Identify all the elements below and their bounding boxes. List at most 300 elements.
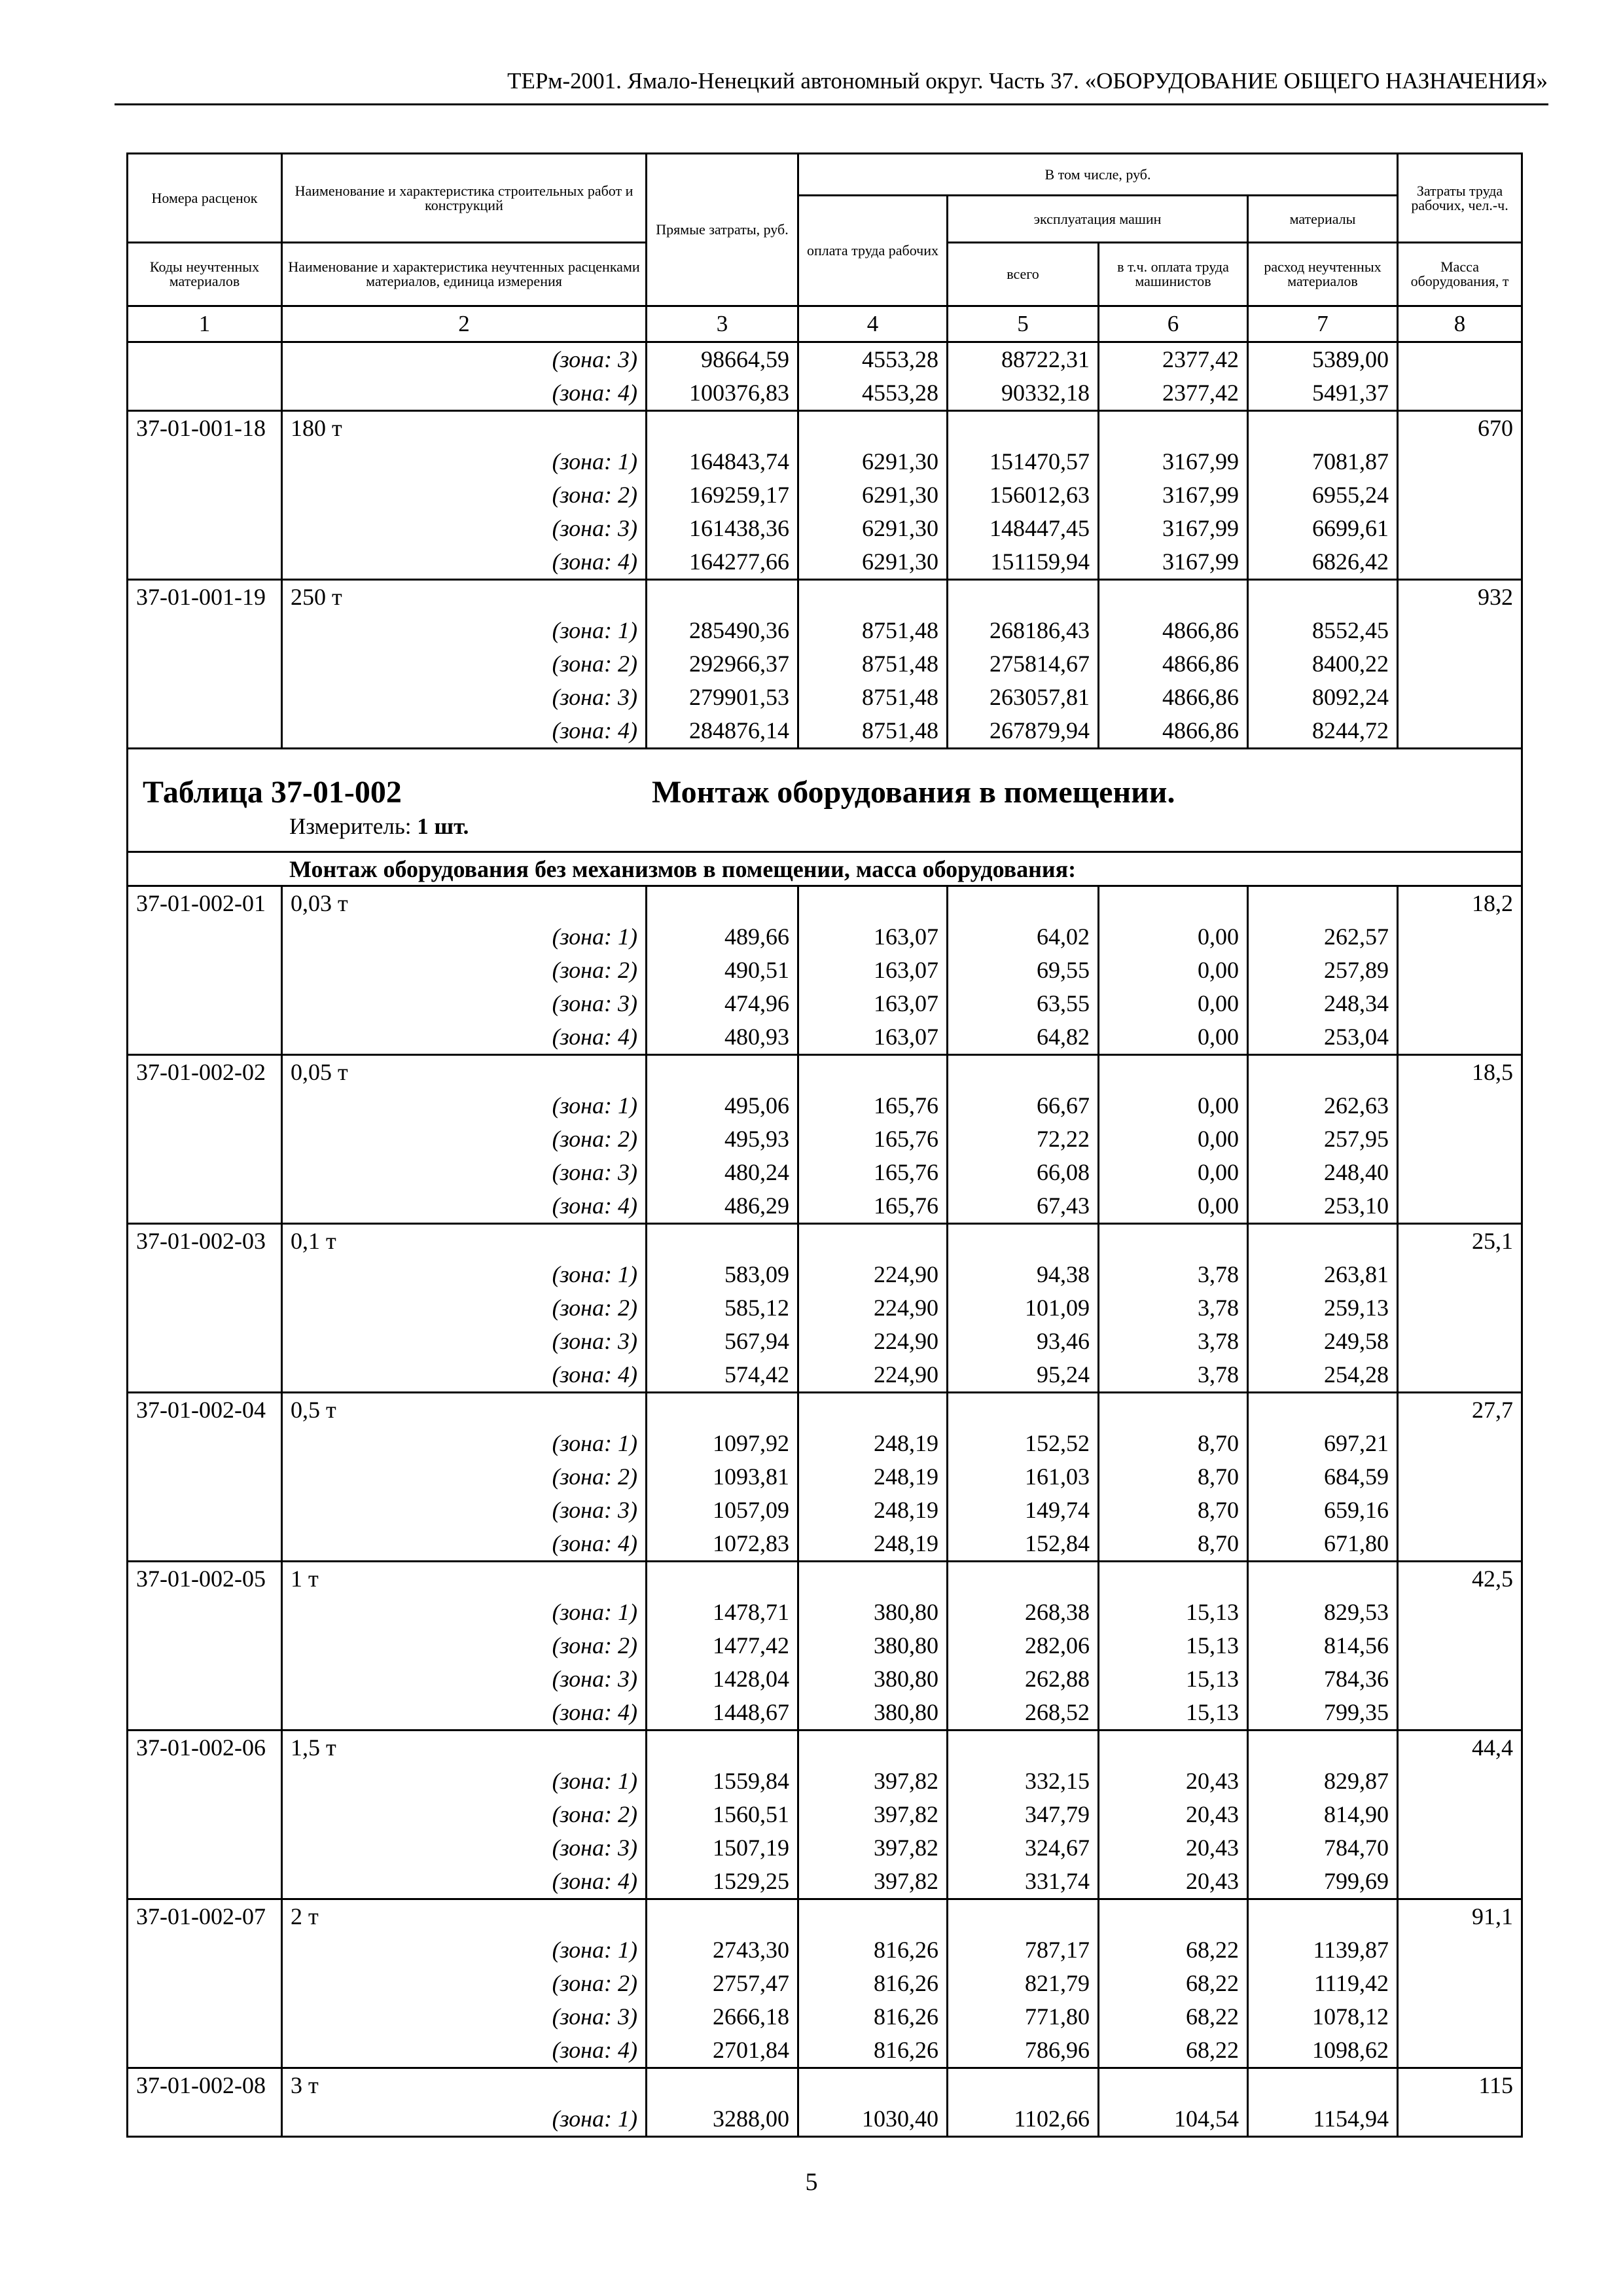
empty-cell [128,2000,282,2034]
zone-label: (зона: 3) [282,1662,647,1696]
empty-cell [1099,886,1248,921]
zone-label: (зона: 4) [282,545,647,580]
worker-pay: 6291,30 [798,512,948,545]
zone-label: (зона: 2) [282,478,647,512]
materials-cost: 257,89 [1248,954,1398,987]
direct-cost: 1448,67 [647,1696,798,1731]
zone-label: (зона: 1) [282,445,647,478]
materials-cost: 6955,24 [1248,478,1398,512]
empty-cell [128,1325,282,1358]
direct-cost: 1072,83 [647,1527,798,1562]
page-number: 5 [805,2168,818,2196]
empty-cell [647,886,798,921]
machinist-pay: 4866,86 [1099,681,1248,714]
rate-name: 2 т [282,1899,647,1934]
zone-row [128,2102,1522,2137]
rate-code: 37-01-002-08 [128,2068,282,2103]
direct-cost: 1529,25 [647,1865,798,1899]
empty-cell [948,2068,1099,2103]
empty-cell [1398,647,1522,681]
direct-cost: 1507,19 [647,1831,798,1865]
zone-row [128,512,1522,545]
direct-cost: 574,42 [647,1358,798,1393]
machinist-pay: 3167,99 [1099,512,1248,545]
machinist-pay: 0,00 [1099,1156,1248,1189]
empty-cell [1099,580,1248,615]
machine-total: 268,52 [948,1696,1099,1731]
header-rule [115,103,1548,105]
rate-name: 180 т [282,411,647,446]
worker-pay: 248,19 [798,1460,948,1494]
empty-cell [1398,1325,1522,1358]
machinist-pay: 15,13 [1099,1629,1248,1662]
zone-label: (зона: 2) [282,1967,647,2000]
labor-cost: 25,1 [1398,1224,1522,1259]
machine-total: 72,22 [948,1122,1099,1156]
zone-label: (зона: 2) [282,954,647,987]
empty-cell [798,580,948,615]
empty-cell [1398,445,1522,478]
rate-header-row [128,2068,1522,2103]
empty-cell [1398,1189,1522,1224]
worker-pay: 397,82 [798,1865,948,1899]
zone-label: (зона: 4) [282,714,647,749]
direct-cost: 284876,14 [647,714,798,749]
labor-cost: 18,5 [1398,1055,1522,1090]
header-col1-top: Номера расценок [128,154,282,243]
empty-cell [1398,920,1522,954]
zone-row [128,1358,1522,1393]
zone-label: (зона: 3) [282,681,647,714]
empty-cell [1398,1629,1522,1662]
machinist-pay: 68,22 [1099,2034,1248,2068]
materials-cost: 259,13 [1248,1291,1398,1325]
empty-cell [1398,1527,1522,1562]
direct-cost: 2743,30 [647,1933,798,1967]
zone-label: (зона: 2) [282,647,647,681]
materials-cost: 814,90 [1248,1798,1398,1831]
empty-cell [128,1967,282,2000]
direct-cost: 495,06 [647,1089,798,1122]
direct-cost: 2701,84 [647,2034,798,2068]
materials-cost: 248,34 [1248,987,1398,1020]
worker-pay: 397,82 [798,1798,948,1831]
materials-cost: 829,53 [1248,1596,1398,1629]
empty-cell [1398,1460,1522,1494]
zone-row [128,1122,1522,1156]
empty-cell [1099,1899,1248,1934]
header-col7: расход неучтенных материалов [1248,243,1398,306]
column-number: 7 [1248,306,1398,342]
direct-cost: 1477,42 [647,1629,798,1662]
empty-cell [1398,681,1522,714]
header-col5: всего [948,243,1099,306]
zone-row [128,954,1522,987]
direct-cost: 567,94 [647,1325,798,1358]
machine-total: 161,03 [948,1460,1099,1494]
direct-cost: 1097,92 [647,1427,798,1460]
worker-pay: 816,26 [798,1967,948,2000]
empty-cell [1248,1224,1398,1259]
labor-cost: 932 [1398,580,1522,615]
machinist-pay: 3,78 [1099,1358,1248,1393]
empty-cell [1398,1662,1522,1696]
worker-pay: 224,90 [798,1258,948,1291]
machine-total: 95,24 [948,1358,1099,1393]
materials-cost: 254,28 [1248,1358,1398,1393]
column-number: 4 [798,306,948,342]
machinist-pay: 0,00 [1099,1089,1248,1122]
rate-name: 1 т [282,1562,647,1596]
zone-row [128,1696,1522,1731]
empty-cell [647,1562,798,1596]
zone-label: (зона: 1) [282,1427,647,1460]
rate-header-row [128,1899,1522,1934]
rate-code: 37-01-002-02 [128,1055,282,1090]
rates-before-table-title [128,342,1522,749]
zone-row [128,714,1522,749]
empty-cell [1099,411,1248,446]
materials-cost: 248,40 [1248,1156,1398,1189]
direct-cost: 98664,59 [647,342,798,377]
materials-cost: 1119,42 [1248,1967,1398,2000]
materials-cost: 697,21 [1248,1427,1398,1460]
empty-cell [128,614,282,647]
worker-pay: 165,76 [798,1122,948,1156]
empty-cell [798,1393,948,1427]
labor-cost: 44,4 [1398,1731,1522,1765]
direct-cost: 1559,84 [647,1765,798,1798]
machine-total: 64,02 [948,920,1099,954]
zone-label: (зона: 1) [282,1765,647,1798]
header-col8-bottom: Масса оборудования, т [1398,243,1522,306]
empty-cell [1099,1055,1248,1090]
empty-cell [128,1798,282,1831]
empty-cell [128,512,282,545]
worker-pay: 8751,48 [798,714,948,749]
materials-cost: 659,16 [1248,1494,1398,1527]
zone-row [128,681,1522,714]
machinist-pay: 68,22 [1099,2000,1248,2034]
machine-total: 332,15 [948,1765,1099,1798]
machinist-pay: 15,13 [1099,1596,1248,1629]
machine-total: 90332,18 [948,376,1099,411]
machine-total: 94,38 [948,1258,1099,1291]
rate-header-row [128,580,1522,615]
machinist-pay: 20,43 [1099,1865,1248,1899]
rate-name: 1,5 т [282,1731,647,1765]
machinist-pay: 3,78 [1099,1291,1248,1325]
machinist-pay: 4866,86 [1099,647,1248,681]
empty-cell [128,1189,282,1224]
direct-cost: 1428,04 [647,1662,798,1696]
header-group-machines: эксплуатация машин [948,196,1248,243]
empty-cell [1398,512,1522,545]
worker-pay: 163,07 [798,954,948,987]
price-table [126,152,1523,2138]
header-group-top: В том числе, руб. [798,154,1398,196]
empty-cell [128,954,282,987]
empty-cell [128,1291,282,1325]
zone-label: (зона: 4) [282,1358,647,1393]
empty-cell [948,886,1099,921]
machinist-pay: 4866,86 [1099,714,1248,749]
worker-pay: 816,26 [798,2000,948,2034]
header-col4: оплата труда рабочих [798,196,948,306]
materials-cost: 671,80 [1248,1527,1398,1562]
zone-row [128,1596,1522,1629]
empty-cell [1398,376,1522,411]
column-number: 2 [282,306,647,342]
direct-cost: 495,93 [647,1122,798,1156]
empty-cell [647,2068,798,2103]
machine-total: 787,17 [948,1933,1099,1967]
measure-unit-value: 1 шт. [417,814,469,839]
worker-pay: 380,80 [798,1629,948,1662]
machine-total: 151159,94 [948,545,1099,580]
materials-cost: 1098,62 [1248,2034,1398,2068]
empty-cell [128,1122,282,1156]
empty-cell [128,1358,282,1393]
zone-label: (зона: 3) [282,342,647,377]
machine-total: 152,84 [948,1527,1099,1562]
machine-total: 263057,81 [948,681,1099,714]
zone-row [128,1798,1522,1831]
zone-row [128,1189,1522,1224]
empty-cell [948,1731,1099,1765]
materials-cost: 8092,24 [1248,681,1398,714]
rate-code: 37-01-002-03 [128,1224,282,1259]
worker-pay: 224,90 [798,1291,948,1325]
machinist-pay: 20,43 [1099,1798,1248,1831]
machine-total: 66,08 [948,1156,1099,1189]
worker-pay: 380,80 [798,1662,948,1696]
empty-cell [128,2102,282,2137]
worker-pay: 248,19 [798,1494,948,1527]
direct-cost: 1560,51 [647,1798,798,1831]
empty-cell [1398,1258,1522,1291]
machine-total: 148447,45 [948,512,1099,545]
zone-label: (зона: 4) [282,1189,647,1224]
empty-cell [1398,1122,1522,1156]
machine-total: 151470,57 [948,445,1099,478]
zone-row [128,445,1522,478]
worker-pay: 6291,30 [798,545,948,580]
zone-row [128,1156,1522,1189]
empty-cell [647,411,798,446]
machine-total: 101,09 [948,1291,1099,1325]
rate-name: 0,1 т [282,1224,647,1259]
materials-cost: 8552,45 [1248,614,1398,647]
machinist-pay: 0,00 [1099,1189,1248,1224]
empty-cell [1398,954,1522,987]
column-number: 5 [948,306,1099,342]
machine-total: 275814,67 [948,647,1099,681]
zone-label: (зона: 1) [282,1933,647,1967]
rate-name: 0,03 т [282,886,647,921]
empty-cell [1398,987,1522,1020]
machinist-pay: 2377,42 [1099,376,1248,411]
zone-row [128,614,1522,647]
empty-cell [128,445,282,478]
empty-cell [128,478,282,512]
worker-pay: 380,80 [798,1596,948,1629]
rate-name: 0,5 т [282,1393,647,1427]
zone-row [128,1831,1522,1865]
rate-header-row [128,886,1522,921]
zone-row [128,1967,1522,2000]
labor-cost: 91,1 [1398,1899,1522,1934]
empty-cell [128,1258,282,1291]
empty-cell [1099,1224,1248,1259]
empty-cell [798,1562,948,1596]
materials-cost: 6826,42 [1248,545,1398,580]
machinist-pay: 2377,42 [1099,342,1248,377]
materials-cost: 684,59 [1248,1460,1398,1494]
header-col6: в т.ч. оплата труда машинистов [1099,243,1248,306]
empty-cell [128,1865,282,1899]
machine-total: 63,55 [948,987,1099,1020]
empty-cell [647,1055,798,1090]
worker-pay: 248,19 [798,1527,948,1562]
zone-row [128,342,1522,377]
worker-pay: 163,07 [798,987,948,1020]
empty-cell [1398,714,1522,749]
rate-header-row [128,1393,1522,1427]
rate-code: 37-01-001-18 [128,411,282,446]
empty-cell [1398,342,1522,377]
machine-total: 66,67 [948,1089,1099,1122]
empty-cell [128,1629,282,1662]
empty-cell [1398,1494,1522,1527]
machinist-pay: 0,00 [1099,954,1248,987]
machine-total: 268,38 [948,1596,1099,1629]
zone-row [128,1258,1522,1291]
zone-label: (зона: 4) [282,1865,647,1899]
empty-cell [1398,1933,1522,1967]
machine-total: 771,80 [948,2000,1099,2034]
empty-cell [1248,1393,1398,1427]
machine-total: 156012,63 [948,478,1099,512]
labor-cost: 115 [1398,2068,1522,2103]
machinist-pay: 8,70 [1099,1460,1248,1494]
empty-cell [1398,1596,1522,1629]
header-col3: Прямые затраты, руб. [647,154,798,306]
machinist-pay: 3,78 [1099,1258,1248,1291]
zone-label: (зона: 3) [282,987,647,1020]
direct-cost: 489,66 [647,920,798,954]
rate-header-row [128,411,1522,446]
zone-row [128,1865,1522,1899]
materials-cost: 253,10 [1248,1189,1398,1224]
empty-cell [128,1089,282,1122]
worker-pay: 1030,40 [798,2102,948,2137]
materials-cost: 7081,87 [1248,445,1398,478]
machine-total: 268186,43 [948,614,1099,647]
zone-label: (зона: 4) [282,1696,647,1731]
machinist-pay: 104,54 [1099,2102,1248,2137]
empty-cell [1398,1427,1522,1460]
zone-label: (зона: 3) [282,1831,647,1865]
direct-cost: 480,24 [647,1156,798,1189]
materials-cost: 784,70 [1248,1831,1398,1865]
materials-cost: 263,81 [1248,1258,1398,1291]
zone-row [128,1765,1522,1798]
direct-cost: 100376,83 [647,376,798,411]
empty-cell [647,580,798,615]
empty-cell [1099,2068,1248,2103]
materials-cost: 1078,12 [1248,2000,1398,2034]
zone-label: (зона: 1) [282,1258,647,1291]
materials-cost: 262,57 [1248,920,1398,954]
machinist-pay: 68,22 [1099,1967,1248,2000]
empty-cell [1248,2068,1398,2103]
materials-cost: 262,63 [1248,1089,1398,1122]
zone-label: (зона: 3) [282,1325,647,1358]
column-number-row [128,306,1522,342]
worker-pay: 4553,28 [798,342,948,377]
zone-label: (зона: 4) [282,1020,647,1055]
zone-row [128,1629,1522,1662]
zone-label: (зона: 2) [282,1291,647,1325]
machinist-pay: 20,43 [1099,1765,1248,1798]
materials-cost: 8244,72 [1248,714,1398,749]
empty-cell [1398,1765,1522,1798]
direct-cost: 292966,37 [647,647,798,681]
materials-cost: 257,95 [1248,1122,1398,1156]
direct-cost: 583,09 [647,1258,798,1291]
header-col1-bottom: Коды неучтенных материалов [128,243,282,306]
worker-pay: 397,82 [798,1765,948,1798]
labor-cost: 670 [1398,411,1522,446]
empty-cell [647,1899,798,1934]
empty-cell [128,1460,282,1494]
worker-pay: 248,19 [798,1427,948,1460]
zone-label: (зона: 1) [282,920,647,954]
zone-row [128,920,1522,954]
zone-row [128,376,1522,411]
empty-cell [1248,1055,1398,1090]
zone-label: (зона: 1) [282,614,647,647]
zone-row [128,1460,1522,1494]
empty-cell [1398,1156,1522,1189]
machine-total: 282,06 [948,1629,1099,1662]
empty-cell [948,1393,1099,1427]
empty-cell [798,1055,948,1090]
empty-cell [128,1527,282,1562]
empty-cell [798,2068,948,2103]
machine-total: 347,79 [948,1798,1099,1831]
machinist-pay: 4866,86 [1099,614,1248,647]
rate-name: 250 т [282,580,647,615]
zone-label: (зона: 1) [282,2102,647,2137]
direct-cost: 474,96 [647,987,798,1020]
machine-total: 324,67 [948,1831,1099,1865]
materials-cost: 6699,61 [1248,512,1398,545]
machinist-pay: 0,00 [1099,1020,1248,1055]
machine-total: 821,79 [948,1967,1099,2000]
worker-pay: 163,07 [798,920,948,954]
empty-cell [1398,2102,1522,2137]
empty-cell [647,1731,798,1765]
empty-cell [128,987,282,1020]
empty-cell [1398,478,1522,512]
direct-cost: 164843,74 [647,445,798,478]
direct-cost: 164277,66 [647,545,798,580]
table-number: Таблица 37-01-002 [143,775,402,810]
machinist-pay: 0,00 [1099,1122,1248,1156]
empty-cell [798,886,948,921]
